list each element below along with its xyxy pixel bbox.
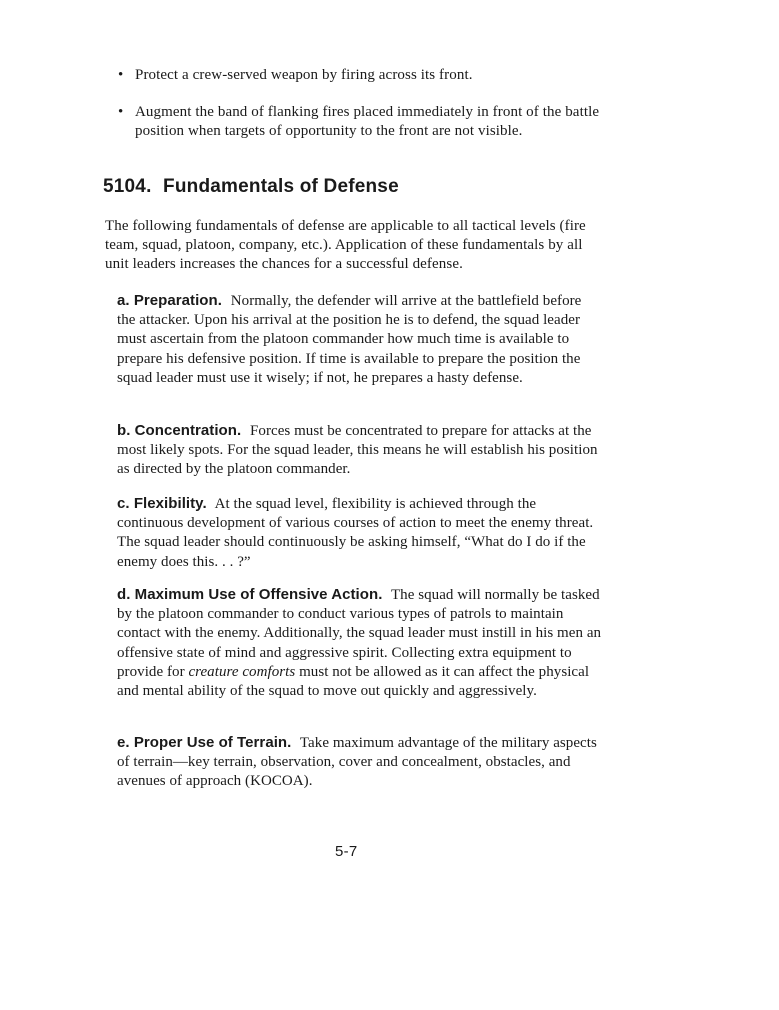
paragraph-lead: a. Preparation. [117,292,222,309]
paragraph-body: Forces must be concentrated to prepare for attacks at the most likely spots. For the squad leader, this means he will establish his position as directed by the platoon commander. [117,423,598,478]
intro-paragraph: The following fundamentals of defense are applicable to all tactical levels (fire team, squad, platoon, company, etc.). Application of these fundamentals by all unit leaders increases the chances for a successful defense. [105,218,586,272]
paragraph-emphasis: creature comforts [188,663,296,680]
bullet-dot-icon: • [118,104,124,120]
paragraph-concentration [117,421,602,480]
paragraph-lead: e. Proper Use of Terrain. [117,734,292,751]
paragraph-body: The squad will normally be tasked by the platoon commander to conduct various types of patrols to maintain contact with the enemy. Additionally, the squad leader must instill in his men an offensive state of mind and aggressive spirit. Collecting extra equipment to provide for [117,587,602,680]
paragraph-lead: c. Flexibility. [117,495,207,512]
bullet-text: Protect a crew-served weapon by firing across its front. [135,67,473,83]
paragraph-offensive-action [117,585,602,701]
paragraph-body-continued: must not be allowed as it can affect the physical and mental ability of the squad to move out quickly and aggressively. [117,663,590,700]
paragraph-body: Normally, the defender will arrive at the battlefield before the attacker. Upon his arrival at the position he is to defend, the squad leader must ascertain from the platoon commander how much time is available to prepare his defensive position. If time is available to prepare the position the squad leader must use it wisely; if not, he prepares a hasty defense. [117,293,582,386]
paragraph-body: At the squad level, flexibility is achieved through the continuous development of various courses of action to meet the enemy threat. The squad leader should continuously be asking himself, “What do I do if the enemy does this. . . ?” [117,496,594,570]
section-title: Fundamentals of Defense [163,176,399,197]
bullet-dot-icon: • [118,67,124,83]
paragraph-terrain [117,733,602,792]
bullet-text: Augment the band of flanking fires placed immediately in front of the battle position when targets of opportunity to the front are not visible. [135,104,600,139]
paragraph-body: Take maximum advantage of the military aspects of terrain—key terrain, observation, cover and concealment, obstacles, and avenues of approach (KOCOA). [117,735,597,790]
paragraph-preparation [117,291,602,388]
paragraph-flexibility [117,494,602,572]
bullet-item [112,66,612,85]
page-number: 5-7 [335,843,358,860]
section-heading [103,176,399,198]
bullet-item [112,103,612,141]
paragraph-lead: b. Concentration. [117,422,242,439]
section-number: 5104. [103,176,152,197]
paragraph-lead: d. Maximum Use of Offensive Action. [117,586,383,603]
bullet-list [112,66,612,159]
